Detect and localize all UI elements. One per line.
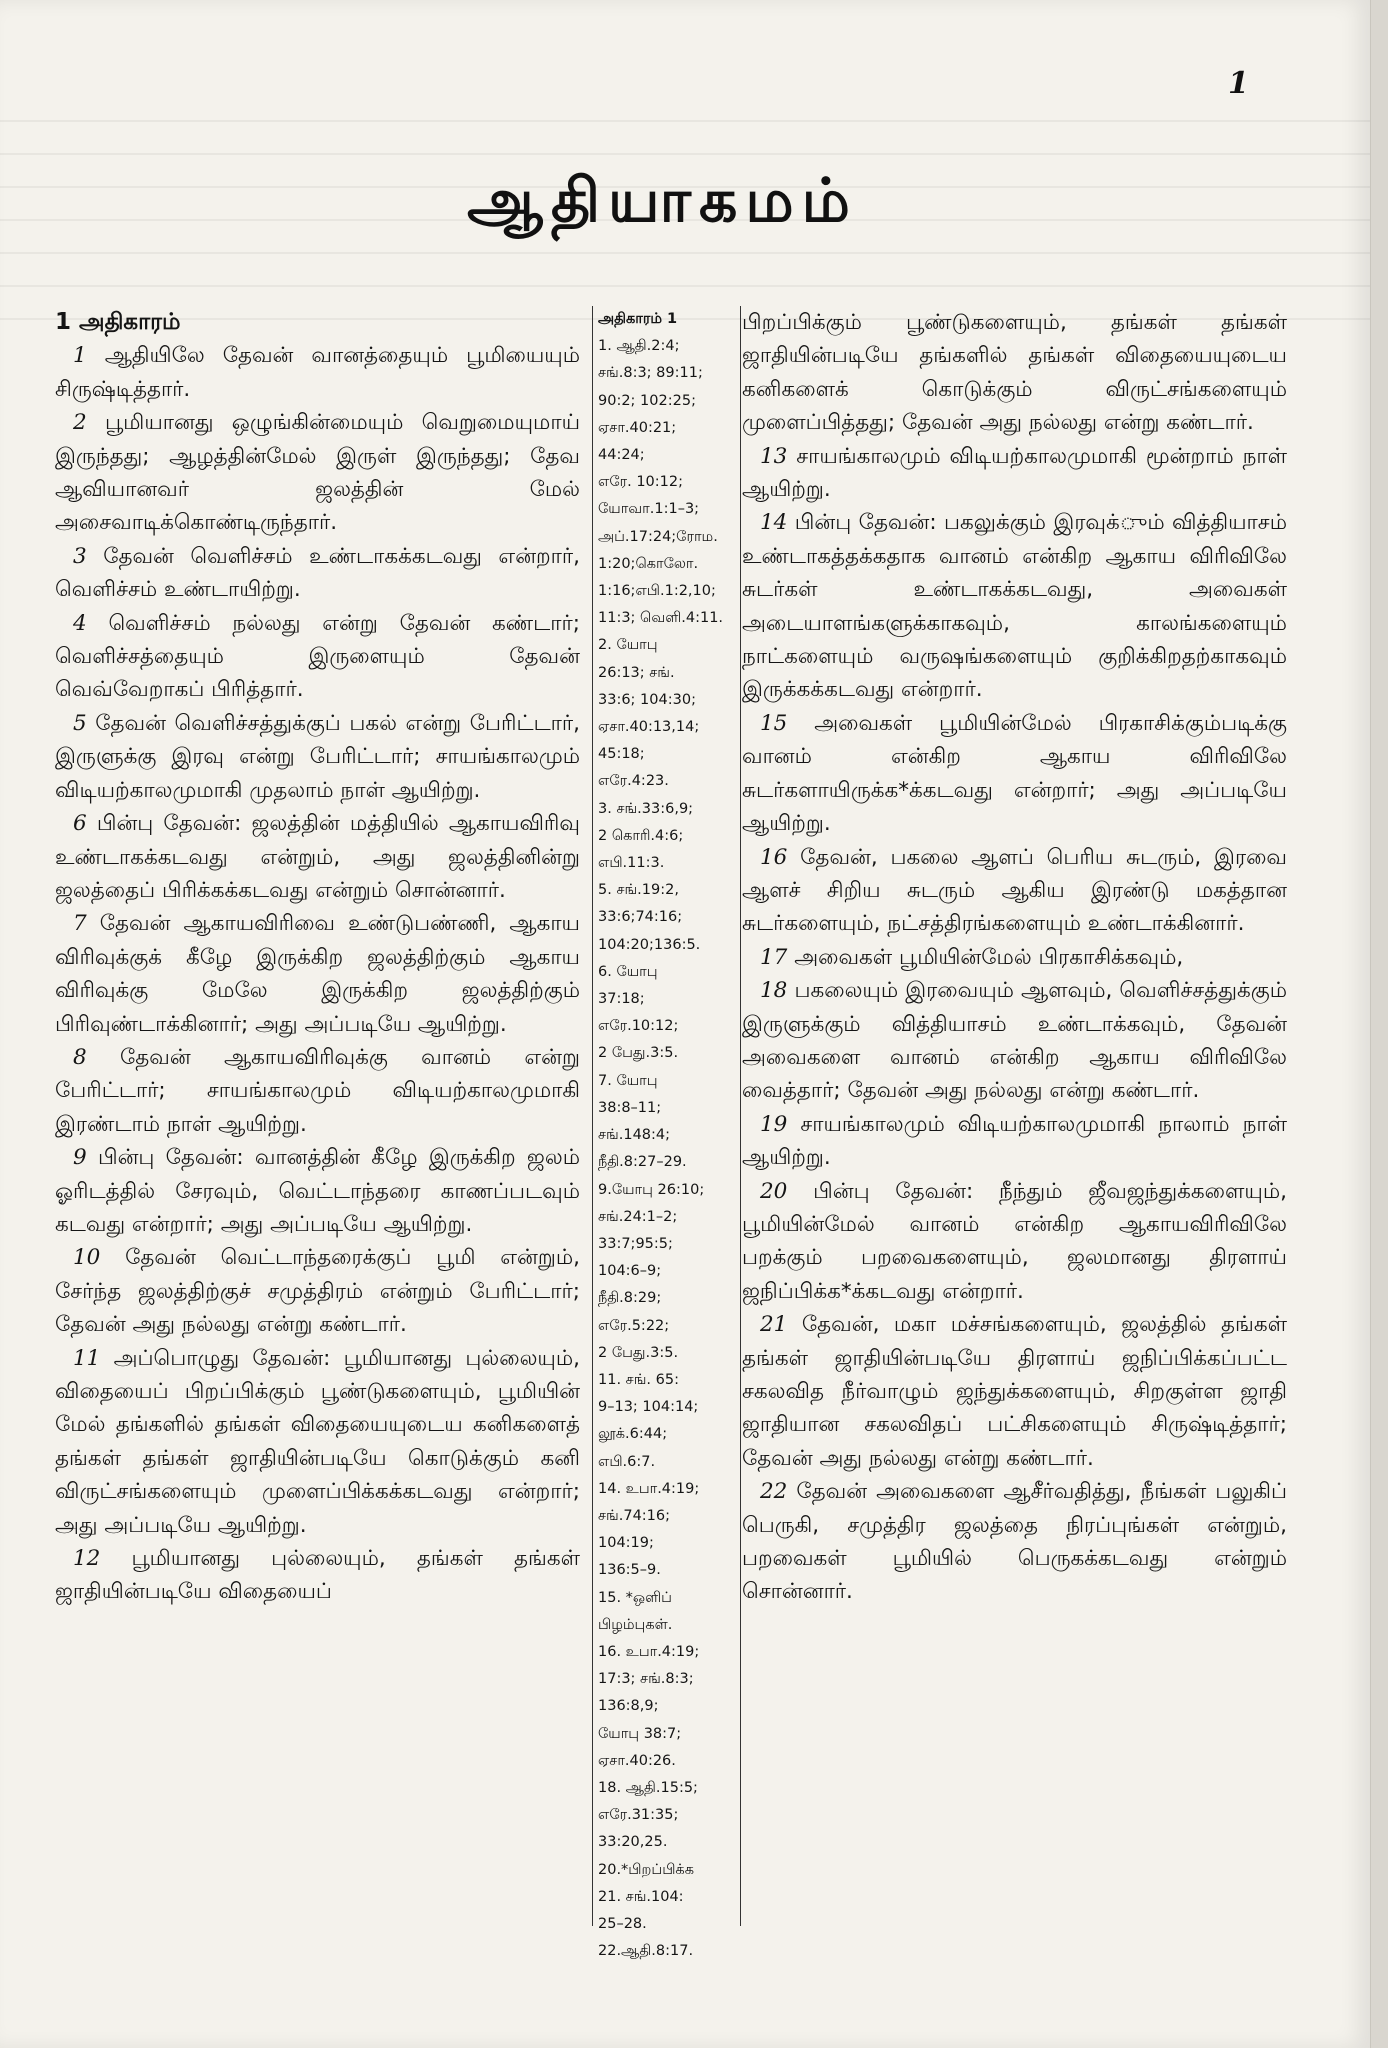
cross-reference-line: லூக்.6:44; — [598, 1426, 668, 1443]
cross-reference-line: 1. ஆதி.2:4; — [598, 338, 680, 355]
cross-reference-line: பிழம்புகள். — [598, 1616, 673, 1633]
cross-reference-line: 33:20,25. — [598, 1834, 668, 1851]
cross-reference-line: 2. யோபு — [598, 637, 658, 654]
chapter-heading: 1 அதிகாரம் — [55, 309, 181, 335]
cross-reference-line: 136:8,9; — [598, 1698, 659, 1715]
verse-text: பூமியானது புல்லையும், தங்கள் தங்கள் ஜாதியின்படியே விதையைப் — [55, 1546, 580, 1605]
column-divider-left — [592, 306, 593, 1926]
verse-number: 10 — [73, 1245, 101, 1271]
verse — [742, 1475, 1287, 1609]
cross-reference-line: 44:24; — [598, 447, 645, 464]
cross-reference-line: 2 பேது.3:5. — [598, 1045, 679, 1062]
verse-number: 1 — [73, 343, 87, 369]
verse-number: 14 — [760, 510, 788, 536]
verse — [55, 607, 580, 707]
verse-number: 13 — [760, 443, 788, 469]
cross-reference-line: 104:19; — [598, 1535, 654, 1552]
column-divider-right — [740, 306, 741, 1926]
verse-number: 22 — [760, 1479, 788, 1505]
verse — [742, 707, 1287, 841]
verse-text: ஆதியிலே தேவன் வானத்தையும் பூமியையும் சிருஷ்டித்தார். — [55, 343, 580, 402]
verse — [742, 1108, 1287, 1175]
cross-reference-line: சங்.8:3; 89:11; — [598, 365, 703, 382]
verse-text: தேவன் ஆகாயவிரிவை உண்டுபண்ணி, ஆகாய விரிவுக்குக் கீழே இருக்கிற ஜலத்திற்கும் ஆகாய விரிவுக்கு மேலே இருக்கிற ஜலத்திற்கும் பிரிவுண்டாக்கினார்; அது அப்படியே ஆயிற்று. — [55, 911, 580, 1037]
cross-reference-line: யோவா.1:1–3; — [598, 501, 700, 518]
cross-reference-line: 18. ஆதி.15:5; — [598, 1779, 698, 1796]
cross-reference-line: எரே.4:23. — [598, 773, 669, 790]
verse — [742, 506, 1287, 706]
verse-continuation — [742, 306, 1287, 440]
cross-reference-line: 104:20;136:5. — [598, 936, 701, 953]
verse-number: 11 — [73, 1345, 101, 1371]
cross-reference-line: சங்.24:1–2; — [598, 1208, 678, 1225]
cross-reference-line: அப்.17:24;ரோம. — [598, 528, 718, 545]
verse-number: 15 — [760, 710, 788, 736]
cross-reference-line: 38:8–11; — [598, 1099, 662, 1116]
verse-text: தேவன், பகலை ஆளப் பெரிய சுடரும், இரவை ஆளச் சிறிய சுடரும் ஆகிய இரண்டு மகத்தான சுடர்களையும், நட்சத்திரங்களையும் உண்டாக்கினார். — [742, 844, 1288, 937]
verse-text: தேவன் வெட்டாந்தரைக்குப் பூமி என்றும், சேர்ந்த ஜலத்திற்குச் சமுத்திரம் என்றும் பேரிட்டார்; தேவன் அது நல்லது என்று கண்டார். — [55, 1245, 580, 1338]
cross-reference-line: 2 பேது.3:5. — [598, 1344, 679, 1361]
cross-reference-line: நீதி.8:29; — [598, 1290, 662, 1307]
verse-number: 6 — [73, 811, 87, 837]
verse — [742, 841, 1287, 941]
cross-reference-line: 33:7;95:5; — [598, 1235, 673, 1252]
cross-reference-line: 3. சங்.33:6,9; — [598, 800, 694, 817]
cross-reference-line: நீதி.8:27–29. — [598, 1154, 687, 1171]
verse-number: 8 — [73, 1044, 87, 1070]
left-text-column — [55, 306, 580, 1609]
verse-number: 9 — [73, 1145, 87, 1171]
verse-text: தேவன் அவைகளை ஆசீர்வதித்து, நீங்கள் பலுகிப் பெருகி, சமுத்திர ஜலத்தை நிரப்புங்கள் என்றும், பறவைகள் பூமியில் பெருகக்கடவது என்றும் சொன்னார். — [742, 1479, 1287, 1605]
verse-text: பிறப்பிக்கும் பூண்டுகளையும், தங்கள் தங்கள் ஜாதியின்படியே தங்களில் தங்கள் விதையையுடைய கனிகளைக் கொடுக்கும் விருட்சங்களையும் முளைப்பித்தது; தேவன் அது நல்லது என்று கண்டார். — [742, 310, 1287, 436]
right-text-column — [742, 306, 1287, 1609]
verse — [55, 1041, 580, 1141]
verse-number: 2 — [73, 410, 87, 436]
verse-text: சாயங்காலமும் விடியற்காலமுமாகி நாலாம் நாள் ஆயிற்று. — [742, 1111, 1287, 1171]
verse — [55, 807, 580, 907]
cross-reference-line: 15. *ஒளிப் — [598, 1589, 672, 1606]
cross-reference-line: அதிகாரம் 1 — [598, 311, 678, 327]
verse — [55, 1141, 580, 1241]
verse — [55, 1241, 580, 1341]
cross-reference-line: 26:13; சங். — [598, 664, 675, 681]
verse-text: பின்பு தேவன்: நீந்தும் ஜீவஜந்துக்களையும், பூமியின்மேல் வானம் என்கிற ஆகாயவிரிவிலே பறக்கும் பறவைகளையும், ஜலமானது திரளாய் ஜநிப்பிக்க*க்கடவது என்றார். — [742, 1178, 1287, 1304]
verse — [55, 1542, 580, 1609]
cross-reference-line: 16. உபா.4:19; — [598, 1643, 700, 1660]
verse-text: தேவன் வெளிச்சத்துக்குப் பகல் என்று பேரிட்டார், இருளுக்கு இரவு என்று பேரிட்டார்; சாயங்காலமும் விடியற்காலமுமாகி முதலாம் நாள் ஆயிற்று. — [55, 710, 580, 803]
verse — [742, 974, 1287, 1108]
verse-text: பகலையும் இரவையும் ஆளவும், வெளிச்சத்துக்கும் இருளுக்கும் வித்தியாசம் உண்டாக்கவும், தேவன் அவைகளை வானம் என்கிற ஆகாய விரிவிலே வைத்தார்; தேவன் அது நல்லது என்று கண்டார். — [742, 978, 1287, 1104]
cross-reference-line: 11. சங். 65: — [598, 1371, 679, 1388]
cross-reference-line: 45:18; — [598, 746, 645, 763]
cross-reference-line: எரே. 10:12; — [598, 474, 683, 491]
cross-reference-column — [598, 306, 736, 1965]
cross-reference-line: 21. சங்.104: — [598, 1888, 684, 1905]
verse — [742, 1175, 1287, 1309]
verse — [55, 907, 580, 1041]
verse-number: 3 — [73, 543, 87, 569]
cross-reference-line: 1:16;எபி.1:2,10; — [598, 583, 716, 600]
verse-number: 5 — [73, 710, 87, 736]
verse-text: அவைகள் பூமியின்மேல் பிரகாசிக்கும்படிக்கு வானம் என்கிற ஆகாய விரிவிலே சுடர்களாயிருக்க*க்கடவது என்றார்; அது அப்படியே ஆயிற்று. — [742, 710, 1287, 837]
cross-reference-line: 25–28. — [598, 1915, 647, 1932]
verse-number: 4 — [73, 610, 87, 636]
cross-reference-line: 9.யோபு 26:10; — [598, 1181, 705, 1198]
cross-reference-line: 20.*பிறப்பிக்க — [598, 1861, 694, 1878]
cross-reference-line: எரே.5:22; — [598, 1317, 670, 1334]
cross-reference-line: யோபு 38:7; — [598, 1725, 682, 1742]
cross-reference-line: 136:5–9. — [598, 1562, 661, 1579]
verse-number: 7 — [73, 911, 87, 937]
verse — [55, 1342, 580, 1542]
cross-reference-line: ஏசா.40:26. — [598, 1752, 676, 1769]
verse — [742, 1308, 1287, 1475]
cross-reference-line: 17:3; சங்.8:3; — [598, 1671, 694, 1688]
verse-text: தேவன் ஆகாயவிரிவுக்கு வானம் என்று பேரிட்டார்; சாயங்காலமும் விடியற்காலமுமாகி இரண்டாம் நாள் ஆயிற்று. — [55, 1044, 581, 1137]
cross-reference-line: எரே.31:35; — [598, 1807, 679, 1824]
verse-text: வெளிச்சம் நல்லது என்று தேவன் கண்டார்; வெளிச்சத்தையும் இருளையும் தேவன் வெவ்வேறாகப் பிரித்தார். — [55, 610, 580, 703]
cross-reference-line: 11:3; வெளி.4:11. — [598, 610, 724, 627]
cross-reference-line: 22.ஆதி.8:17. — [598, 1943, 694, 1960]
cross-reference-line: 14. உபா.4:19; — [598, 1480, 700, 1497]
verse — [55, 406, 580, 540]
cross-reference-line: 90:2; 102:25; — [598, 392, 696, 409]
cross-reference-line: 104:6–9; — [598, 1263, 662, 1280]
cross-reference-line: சங்.74:16; — [598, 1507, 671, 1524]
cross-reference-line: ஏசா.40:13,14; — [598, 719, 700, 736]
verse-text: தேவன் வெளிச்சம் உண்டாகக்கடவது என்றார், வெளிச்சம் உண்டாயிற்று. — [55, 543, 580, 603]
verse-number: 12 — [73, 1546, 101, 1572]
verse-number: 20 — [760, 1178, 788, 1204]
verse-text: பின்பு தேவன்: வானத்தின் கீழே இருக்கிற ஜலம் ஓரிடத்தில் சேரவும், வெட்டாந்தரை காணப்படவும் கடவது என்றார்; அது அப்படியே ஆயிற்று. — [55, 1145, 580, 1237]
cross-reference-line: 2 கொரி.4:6; — [598, 827, 684, 844]
cross-reference-line: 7. யோபு — [598, 1072, 658, 1089]
verse-text: அப்பொழுது தேவன்: பூமியானது புல்லையும், விதையைப் பிறப்பிக்கும் பூண்டுகளையும், பூமியின் மேல் தங்களில் தங்கள் விதையையுடைய கனிகளைத் தங்கள் தங்கள் ஜாதியின்படியே கொடுக்கும் கனி விருட்சங்களையும் முளைப்பிக்கக்கடவது என்றார்; அது அப்படியே ஆயிற்று. — [55, 1345, 580, 1538]
cross-reference-line: ஏசா.40:21; — [598, 419, 677, 436]
verse-number: 19 — [760, 1111, 788, 1137]
verse-text: பின்பு தேவன்: பகலுக்கும் இரவுக்ும் வித்தியாசம் உண்டாகத்தக்கதாக வானம் என்கிற ஆகாய விரிவிலே சுடர்கள் உண்டாகக்கடவது, அவைகள் அடையாளங்களுக்காகவும், காலங்களையும் நாட்களையும் வருஷங்களையும் குறிக்கிறதற்காகவும் இருக்கக்கடவது என்றார். — [742, 510, 1287, 703]
cross-reference-line: 1:20;கொலோ. — [598, 555, 699, 572]
cross-reference-line: 9–13; 104:14; — [598, 1399, 699, 1416]
cross-reference-line: 6. யோபு — [598, 963, 658, 980]
verse-text: சாயங்காலமும் விடியற்காலமுமாகி மூன்றாம் நாள் ஆயிற்று. — [742, 443, 1287, 503]
verse-text: பூமியானது ஒழுங்கின்மையும் வெறுமையுமாய் இருந்தது; ஆழத்தின்மேல் இருள் இருந்தது; தேவ ஆவியானவர் ஜலத்தின் மேல் அசைவாடிக்கொண்டிருந்தார். — [55, 410, 581, 536]
cross-reference-line: 33:6;74:16; — [598, 909, 683, 926]
cross-reference-line: எரே.10:12; — [598, 1018, 679, 1035]
verse-number: 17 — [760, 944, 788, 970]
page-number: 1 — [1228, 66, 1249, 101]
verse — [55, 540, 580, 607]
verse — [742, 941, 1287, 974]
cross-reference-line: சங்.148:4; — [598, 1127, 671, 1144]
verse — [55, 707, 580, 807]
verse-number: 16 — [760, 844, 788, 870]
book-title: ஆதியாகமம் — [467, 166, 858, 236]
verse-text: அவைகள் பூமியின்மேல் பிரகாசிக்கவும், — [794, 944, 1184, 970]
verse-text: பின்பு தேவன்: ஜலத்தின் மத்தியில் ஆகாயவிரிவு உண்டாகக்கடவது என்றும், அது ஜலத்தினின்று ஜலத்தைப் பிரிக்கக்கடவது என்றும் சொன்னார். — [55, 811, 580, 903]
cross-reference-line: 33:6; 104:30; — [598, 691, 696, 708]
cross-reference-line: எபி.6:7. — [598, 1453, 656, 1470]
cross-reference-line: எபி.11:3. — [598, 855, 665, 872]
cross-reference-line: 37:18; — [598, 991, 645, 1008]
cross-reference-line: 5. சங்.19:2, — [598, 882, 679, 899]
verse-number: 21 — [760, 1312, 788, 1338]
verse — [55, 339, 580, 406]
verse-text: தேவன், மகா மச்சங்களையும், ஜலத்தில் தங்கள் தங்கள் ஜாதியின்படியே திரளாய் ஜநிப்பிக்கப்பட்ட சகலவித நீர்வாழும் ஜந்துக்களையும், சிறகுள்ள ஜாதி ஜாதியான சகலவிதப் பட்சிகளையும் சிருஷ்டித்தார்; தேவன் அது நல்லது என்று கண்டார். — [742, 1312, 1287, 1471]
verse — [742, 440, 1287, 507]
verse-number: 18 — [760, 978, 788, 1004]
